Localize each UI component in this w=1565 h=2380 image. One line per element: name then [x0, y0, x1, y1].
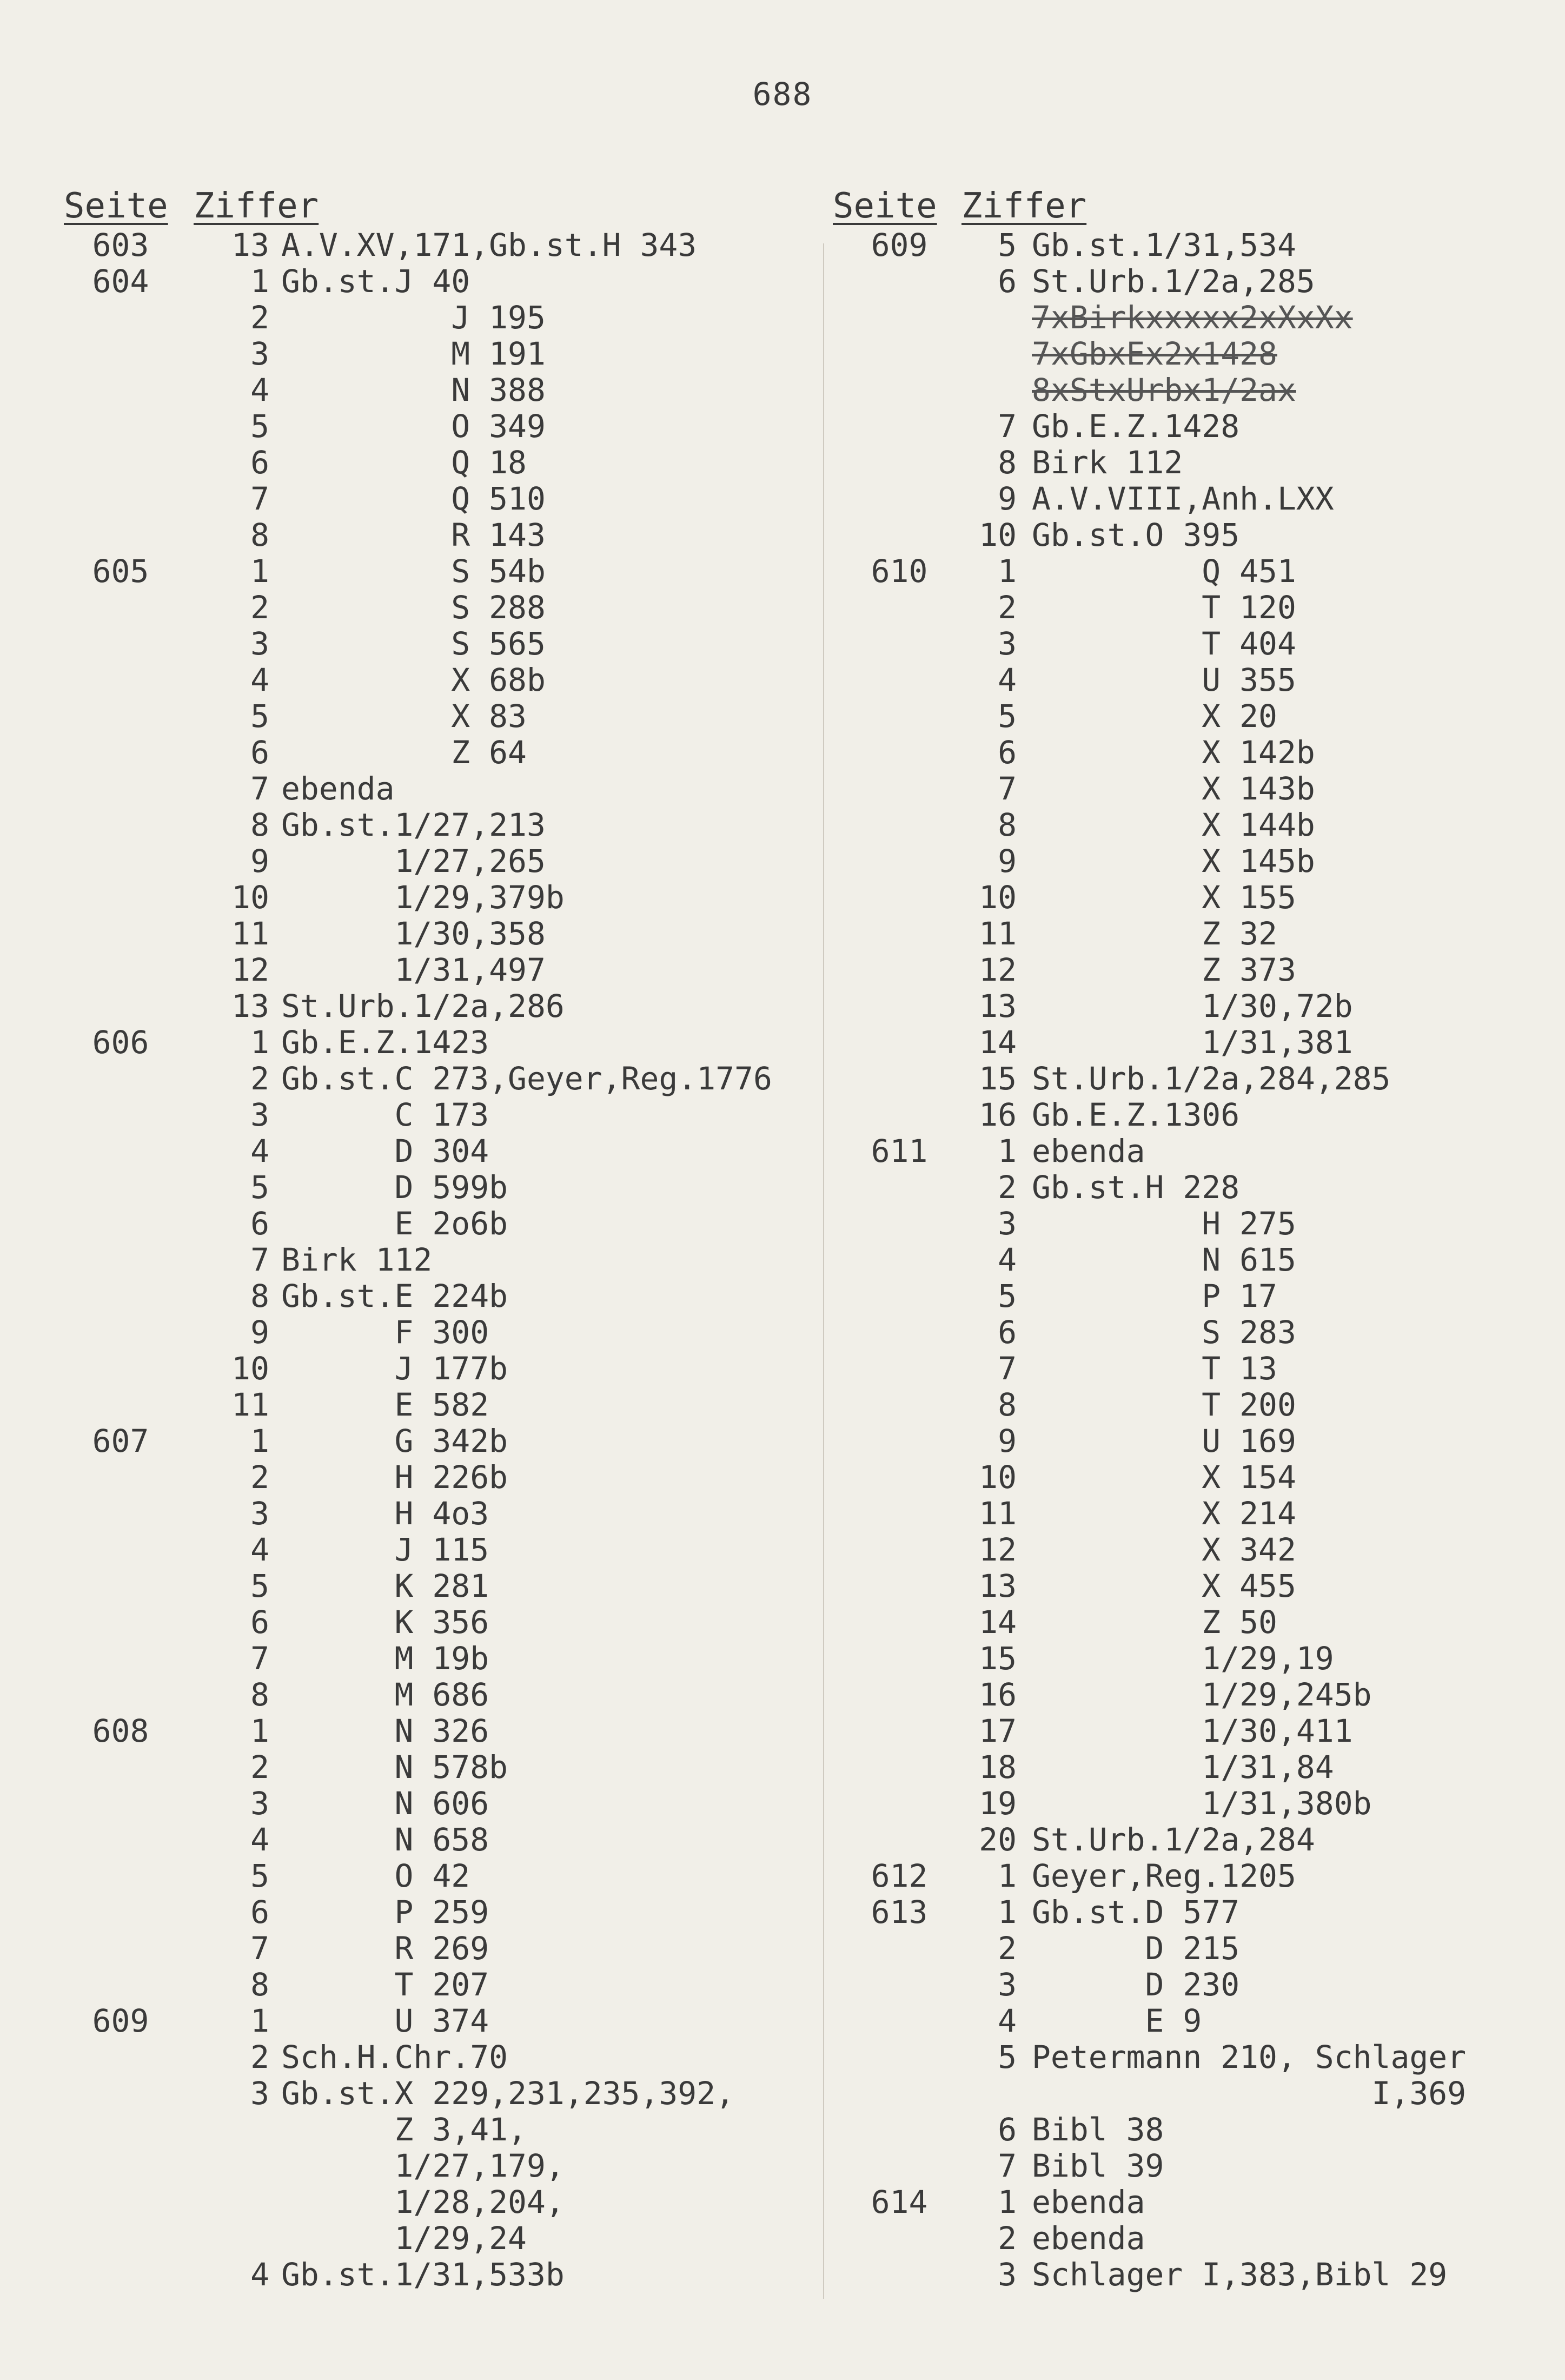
- ziffer-value: 9: [998, 843, 1017, 880]
- header-ziffer: Ziffer: [961, 186, 1087, 226]
- ziffer-value: 6: [998, 1314, 1017, 1351]
- reference-text: T 13: [1032, 1350, 1277, 1387]
- ziffer-value: 6: [998, 2111, 1017, 2148]
- ziffer-value: 1: [250, 263, 269, 300]
- reference-text: E 2o6b: [281, 1205, 508, 1242]
- reference-text: H 4o3: [281, 1495, 489, 1532]
- reference-text: J 177b: [281, 1350, 508, 1387]
- reference-text: N 578b: [281, 1749, 508, 1786]
- reference-text: 1/29,245b: [1032, 1676, 1372, 1713]
- reference-text: 1/31,381: [1032, 1024, 1353, 1061]
- ziffer-value: 2: [250, 299, 269, 336]
- ziffer-value: 7: [250, 1930, 269, 1967]
- reference-text: X 83: [281, 698, 527, 735]
- reference-text: U 374: [281, 2002, 489, 2039]
- reference-text: U 169: [1032, 1423, 1296, 1459]
- reference-text: Birk 112: [1032, 444, 1183, 481]
- reference-text: Geyer,Reg.1205: [1032, 1857, 1296, 1894]
- reference-text: 1/27,265: [281, 843, 546, 880]
- reference-text: N 388: [281, 372, 546, 408]
- reference-text: Z 3,41,: [281, 2111, 527, 2148]
- ziffer-value: 2: [250, 1749, 269, 1786]
- ziffer-value: 6: [250, 444, 269, 481]
- reference-text: S 565: [281, 625, 546, 662]
- reference-text: D 215: [1032, 1930, 1240, 1967]
- reference-text: X 154: [1032, 1459, 1296, 1496]
- ziffer-value: 6: [250, 1604, 269, 1641]
- ziffer-value: 7: [250, 770, 269, 807]
- reference-text: 1/30,358: [281, 915, 546, 952]
- header-seite: Seite: [64, 186, 168, 226]
- ziffer-value: 6: [250, 1205, 269, 1242]
- reference-text: X 142b: [1032, 734, 1315, 771]
- reference-text: Gb.st.D 577: [1032, 1894, 1240, 1931]
- reference-text: R 143: [281, 517, 546, 553]
- seite-value: 612: [871, 1857, 928, 1894]
- reference-text: St.Urb.1/2a,285: [1032, 263, 1315, 300]
- reference-text: 1/30,411: [1032, 1713, 1353, 1749]
- reference-text: Petermann 210, Schlager: [1032, 2039, 1467, 2075]
- reference-text: Gb.st.H 228: [1032, 1169, 1240, 1206]
- ziffer-value: 12: [979, 1531, 1017, 1568]
- reference-text: X 145b: [1032, 843, 1315, 880]
- ziffer-value: 4: [998, 1241, 1017, 1278]
- seite-value: 610: [871, 553, 928, 590]
- ziffer-value: 7: [250, 480, 269, 517]
- reference-text: S 288: [281, 589, 546, 626]
- reference-text: M 191: [281, 335, 546, 372]
- reference-text: P 259: [281, 1894, 489, 1931]
- ziffer-value: 3: [998, 2256, 1017, 2293]
- ziffer-value: 9: [998, 480, 1017, 517]
- ziffer-value: 13: [979, 1568, 1017, 1604]
- ziffer-value: 18: [979, 1749, 1017, 1786]
- reference-text: C 173: [281, 1096, 489, 1133]
- ziffer-value: 5: [998, 698, 1017, 735]
- reference-text: Bibl 38: [1032, 2111, 1164, 2148]
- seite-value: 608: [92, 1713, 149, 1749]
- ziffer-value: 8: [998, 444, 1017, 481]
- reference-text: U 355: [1032, 662, 1296, 698]
- struck-reference: 8xStxUrbx1/2ax: [1032, 372, 1296, 408]
- ziffer-value: 1: [998, 1133, 1017, 1169]
- ziffer-value: 1: [250, 1423, 269, 1459]
- reference-text: M 686: [281, 1676, 489, 1713]
- ziffer-value: 11: [979, 915, 1017, 952]
- ziffer-value: 3: [250, 1495, 269, 1532]
- seite-value: 609: [92, 2002, 149, 2039]
- ziffer-value: 1: [250, 2002, 269, 2039]
- ziffer-value: 7: [250, 1241, 269, 1278]
- reference-text: Q 18: [281, 444, 527, 481]
- reference-text: Gb.E.Z.1423: [281, 1024, 489, 1061]
- ziffer-value: 3: [250, 1096, 269, 1133]
- seite-value: 607: [92, 1423, 149, 1459]
- reference-text: Gb.st.1/31,534: [1032, 227, 1296, 263]
- reference-text: Schlager I,383,Bibl 29: [1032, 2256, 1448, 2293]
- reference-text: X 455: [1032, 1568, 1296, 1604]
- ziffer-value: 3: [998, 625, 1017, 662]
- reference-text: J 195: [281, 299, 546, 336]
- reference-text: H 275: [1032, 1205, 1296, 1242]
- seite-value: 606: [92, 1024, 149, 1061]
- reference-text: 1/29,19: [1032, 1640, 1334, 1677]
- ziffer-value: 17: [979, 1713, 1017, 1749]
- ziffer-value: 2: [250, 1060, 269, 1097]
- reference-text: K 356: [281, 1604, 489, 1641]
- ziffer-value: 15: [979, 1060, 1017, 1097]
- ziffer-value: 4: [998, 662, 1017, 698]
- reference-text: Z 373: [1032, 951, 1296, 988]
- reference-text: Z 50: [1032, 1604, 1277, 1641]
- ziffer-value: 6: [250, 1894, 269, 1931]
- ziffer-value: 14: [979, 1024, 1017, 1061]
- header-seite: Seite: [833, 186, 937, 226]
- reference-text: Gb.E.Z.1306: [1032, 1096, 1240, 1133]
- ziffer-value: 7: [998, 770, 1017, 807]
- reference-text: D 230: [1032, 1966, 1240, 2003]
- ziffer-value: 4: [250, 1133, 269, 1169]
- ziffer-value: 4: [250, 662, 269, 698]
- reference-text: 1/30,72b: [1032, 988, 1353, 1024]
- reference-text: R 269: [281, 1930, 489, 1967]
- ziffer-value: 8: [250, 517, 269, 553]
- ziffer-value: 1: [250, 553, 269, 590]
- ziffer-value: 13: [231, 227, 269, 263]
- ziffer-value: 5: [250, 408, 269, 445]
- reference-text: Gb.st.E 224b: [281, 1278, 508, 1314]
- ziffer-value: 3: [250, 2075, 269, 2112]
- ziffer-value: 3: [250, 1785, 269, 1822]
- ziffer-value: 9: [250, 1314, 269, 1351]
- reference-text: N 615: [1032, 1241, 1296, 1278]
- reference-text: G 342b: [281, 1423, 508, 1459]
- reference-text: O 42: [281, 1857, 470, 1894]
- reference-text: T 120: [1032, 589, 1296, 626]
- ziffer-value: 3: [250, 335, 269, 372]
- ziffer-value: 4: [250, 2256, 269, 2293]
- ziffer-value: 1: [998, 1894, 1017, 1931]
- reference-text: Q 510: [281, 480, 546, 517]
- ziffer-value: 12: [231, 951, 269, 988]
- seite-value: 603: [92, 227, 149, 263]
- ziffer-value: 12: [979, 951, 1017, 988]
- ziffer-value: 2: [998, 589, 1017, 626]
- reference-text: X 342: [1032, 1531, 1296, 1568]
- ziffer-value: 2: [250, 589, 269, 626]
- seite-value: 614: [871, 2184, 928, 2220]
- ziffer-value: 10: [979, 879, 1017, 916]
- reference-text: F 300: [281, 1314, 489, 1351]
- reference-text: Q 451: [1032, 553, 1296, 590]
- reference-text: Z 32: [1032, 915, 1277, 952]
- ziffer-value: 16: [979, 1096, 1017, 1133]
- ziffer-value: 11: [979, 1495, 1017, 1532]
- ziffer-value: 2: [998, 2220, 1017, 2257]
- ziffer-value: 8: [250, 1278, 269, 1314]
- reference-text: E 582: [281, 1386, 489, 1423]
- reference-text: 1/27,179,: [281, 2147, 565, 2184]
- ziffer-value: 3: [998, 1966, 1017, 2003]
- reference-text: 1/31,497: [281, 951, 546, 988]
- ziffer-value: 3: [250, 625, 269, 662]
- reference-text: H 226b: [281, 1459, 508, 1496]
- ziffer-value: 5: [250, 1568, 269, 1604]
- seite-value: 609: [871, 227, 928, 263]
- reference-text: St.Urb.1/2a,284,285: [1032, 1060, 1391, 1097]
- ziffer-value: 1: [250, 1713, 269, 1749]
- reference-text: Sch.H.Chr.70: [281, 2039, 508, 2075]
- reference-text: T 404: [1032, 625, 1296, 662]
- reference-text: O 349: [281, 408, 546, 445]
- ziffer-value: 7: [250, 1640, 269, 1677]
- reference-text: 1/29,379b: [281, 879, 565, 916]
- ziffer-value: 9: [250, 843, 269, 880]
- reference-text: X 144b: [1032, 806, 1315, 843]
- reference-text: S 54b: [281, 553, 546, 590]
- ziffer-value: 8: [998, 806, 1017, 843]
- reference-text: I,369: [1032, 2075, 1467, 2112]
- seite-value: 611: [871, 1133, 928, 1169]
- ziffer-value: 20: [979, 1821, 1017, 1858]
- ziffer-value: 1: [998, 553, 1017, 590]
- reference-text: X 20: [1032, 698, 1277, 735]
- reference-text: A.V.VIII,Anh.LXX: [1032, 480, 1334, 517]
- ziffer-value: 8: [250, 1676, 269, 1713]
- ziffer-value: 4: [250, 1531, 269, 1568]
- struck-reference: 7xGbxEx2x1428: [1032, 335, 1277, 372]
- ziffer-value: 4: [998, 2002, 1017, 2039]
- ziffer-value: 5: [998, 2039, 1017, 2075]
- ziffer-value: 2: [250, 1459, 269, 1496]
- ziffer-value: 11: [231, 1386, 269, 1423]
- reference-text: X 155: [1032, 879, 1296, 916]
- reference-text: Z 64: [281, 734, 527, 771]
- ziffer-value: 8: [250, 1966, 269, 2003]
- ziffer-value: 9: [998, 1423, 1017, 1459]
- ziffer-value: 7: [998, 1350, 1017, 1387]
- reference-text: J 115: [281, 1531, 489, 1568]
- reference-text: 1/31,84: [1032, 1749, 1334, 1786]
- ziffer-value: 5: [998, 227, 1017, 263]
- ziffer-value: 1: [250, 1024, 269, 1061]
- reference-text: M 19b: [281, 1640, 489, 1677]
- reference-text: N 326: [281, 1713, 489, 1749]
- ziffer-value: 4: [250, 1821, 269, 1858]
- reference-text: S 283: [1032, 1314, 1296, 1351]
- struck-reference: 7xBirkxxxxx2xXxXx: [1032, 299, 1353, 336]
- page-number: 688: [752, 76, 813, 113]
- seite-value: 605: [92, 553, 149, 590]
- reference-text: St.Urb.1/2a,286: [281, 988, 565, 1024]
- ziffer-value: 2: [998, 1169, 1017, 1206]
- ziffer-value: 1: [998, 1857, 1017, 1894]
- reference-text: ebenda: [1032, 1133, 1145, 1169]
- ziffer-value: 8: [998, 1386, 1017, 1423]
- ziffer-value: 2: [998, 1930, 1017, 1967]
- ziffer-value: 8: [250, 806, 269, 843]
- ziffer-value: 2: [250, 2039, 269, 2075]
- ziffer-value: 11: [231, 915, 269, 952]
- reference-text: 1/28,204,: [281, 2184, 565, 2220]
- reference-text: X 214: [1032, 1495, 1296, 1532]
- ziffer-value: 5: [998, 1278, 1017, 1314]
- reference-text: K 281: [281, 1568, 489, 1604]
- ziffer-value: 16: [979, 1676, 1017, 1713]
- ziffer-value: 19: [979, 1785, 1017, 1822]
- reference-text: T 207: [281, 1966, 489, 2003]
- reference-text: Gb.st.1/27,213: [281, 806, 546, 843]
- reference-text: D 599b: [281, 1169, 508, 1206]
- ziffer-value: 5: [250, 698, 269, 735]
- reference-text: St.Urb.1/2a,284: [1032, 1821, 1315, 1858]
- ziffer-value: 10: [979, 1459, 1017, 1496]
- reference-text: D 304: [281, 1133, 489, 1169]
- ziffer-value: 13: [979, 988, 1017, 1024]
- ziffer-value: 5: [250, 1169, 269, 1206]
- ziffer-value: 6: [250, 734, 269, 771]
- ziffer-value: 10: [231, 1350, 269, 1387]
- reference-text: Gb.st.J 40: [281, 263, 470, 300]
- seite-value: 604: [92, 263, 149, 300]
- reference-text: X 143b: [1032, 770, 1315, 807]
- reference-text: 1/31,380b: [1032, 1785, 1372, 1822]
- column-divider: [823, 243, 824, 2299]
- ziffer-value: 4: [250, 372, 269, 408]
- ziffer-value: 6: [998, 734, 1017, 771]
- ziffer-value: 15: [979, 1640, 1017, 1677]
- reference-text: ebenda: [281, 770, 395, 807]
- reference-text: X 68b: [281, 662, 546, 698]
- reference-text: Gb.st.1/31,533b: [281, 2256, 565, 2293]
- reference-text: ebenda: [1032, 2184, 1145, 2220]
- reference-text: P 17: [1032, 1278, 1277, 1314]
- ziffer-value: 7: [998, 2147, 1017, 2184]
- reference-text: Gb.E.Z.1428: [1032, 408, 1240, 445]
- ziffer-value: 14: [979, 1604, 1017, 1641]
- seite-value: 613: [871, 1894, 928, 1931]
- ziffer-value: 3: [998, 1205, 1017, 1242]
- ziffer-value: 5: [250, 1857, 269, 1894]
- header-ziffer: Ziffer: [194, 186, 319, 226]
- ziffer-value: 10: [231, 879, 269, 916]
- reference-text: Gb.st.C 273,Geyer,Reg.1776: [281, 1060, 772, 1097]
- ziffer-value: 1: [998, 2184, 1017, 2220]
- ziffer-value: 10: [979, 517, 1017, 553]
- ziffer-value: 7: [998, 408, 1017, 445]
- reference-text: A.V.XV,171,Gb.st.H 343: [281, 227, 697, 263]
- ziffer-value: 13: [231, 988, 269, 1024]
- ziffer-value: 6: [998, 263, 1017, 300]
- reference-text: N 606: [281, 1785, 489, 1822]
- reference-text: Birk 112: [281, 1241, 433, 1278]
- reference-text: E 9: [1032, 2002, 1202, 2039]
- reference-text: 1/29,24: [281, 2220, 527, 2257]
- reference-text: N 658: [281, 1821, 489, 1858]
- reference-text: Bibl 39: [1032, 2147, 1164, 2184]
- reference-text: Gb.st.O 395: [1032, 517, 1240, 553]
- reference-text: ebenda: [1032, 2220, 1145, 2257]
- reference-text: T 200: [1032, 1386, 1296, 1423]
- reference-text: Gb.st.X 229,231,235,392,: [281, 2075, 735, 2112]
